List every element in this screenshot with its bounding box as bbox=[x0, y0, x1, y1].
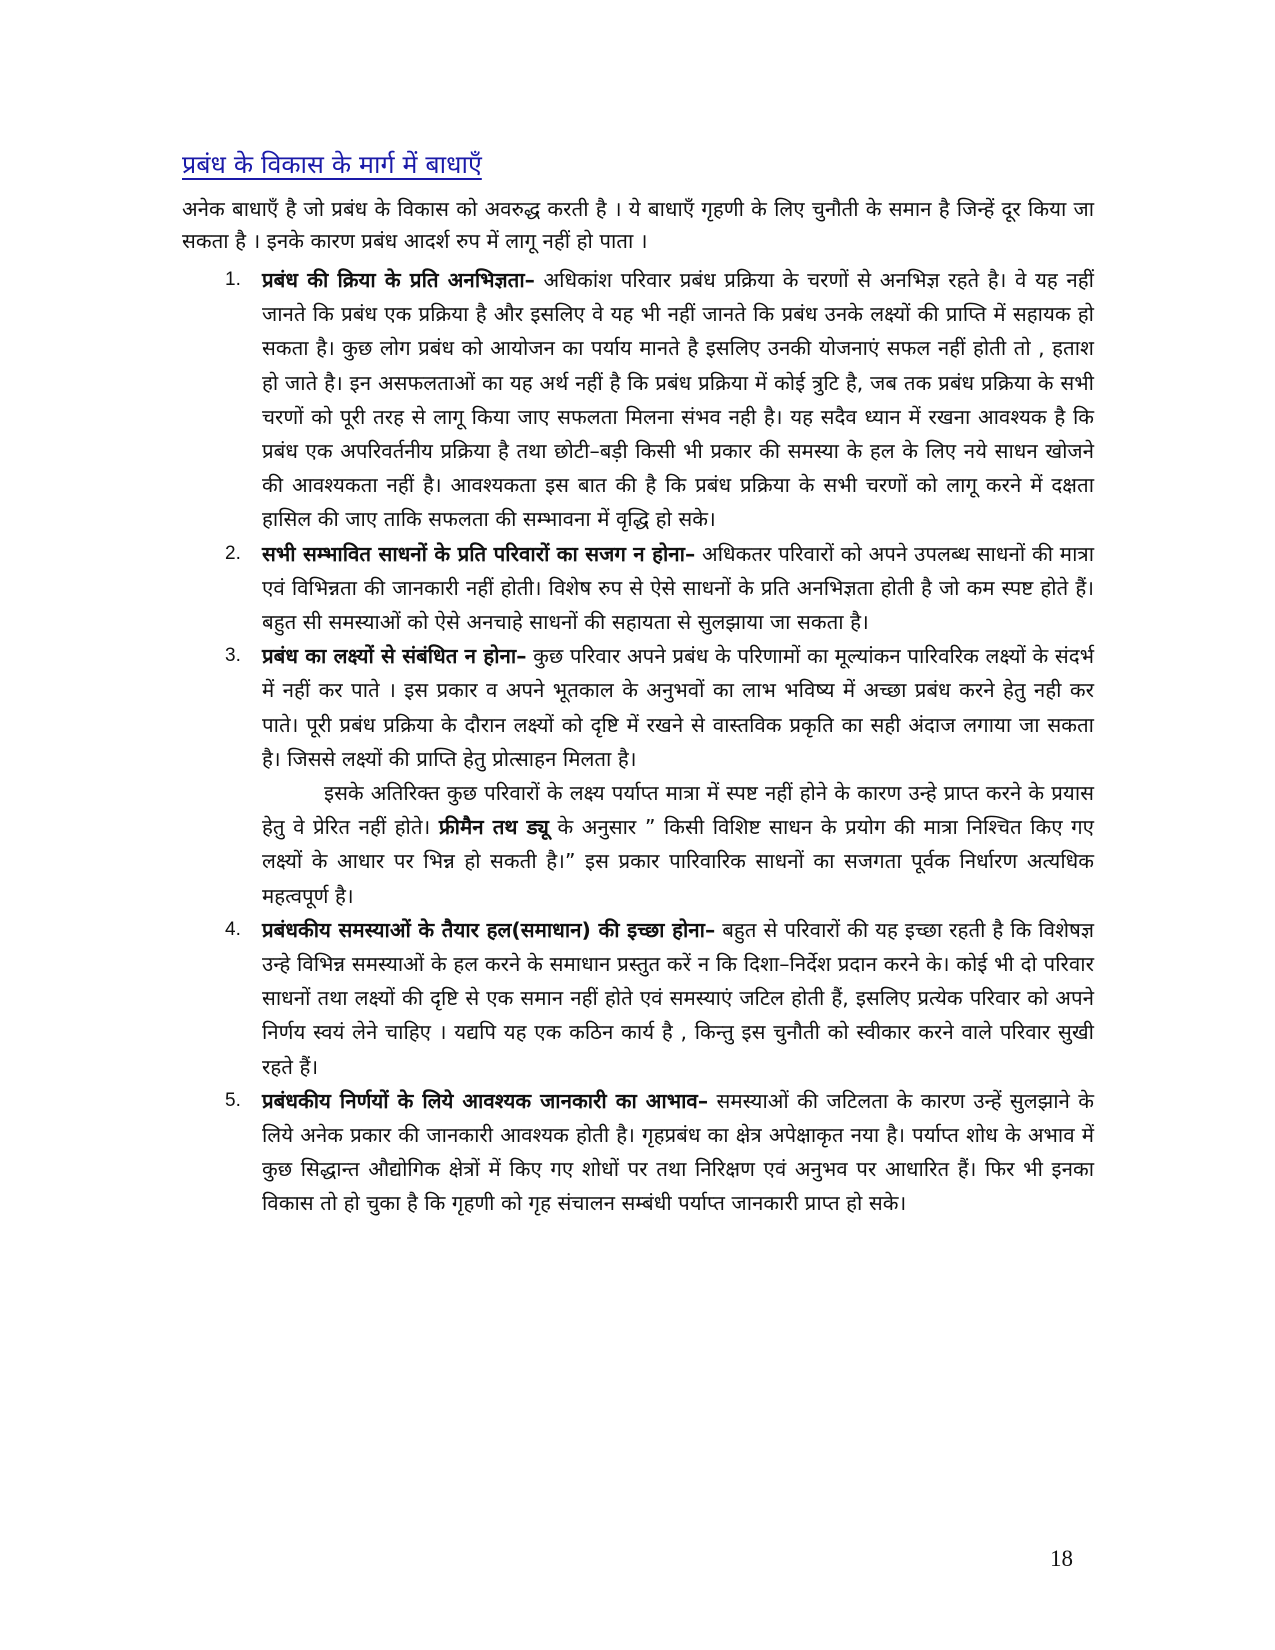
item-term: प्रबंधकीय निर्णयों के लिये आवश्यक जानकारी का आभाव– bbox=[262, 1088, 709, 1113]
item-term: सभी सम्भावित साधनों के प्रति परिवारों का सजग न होना– bbox=[262, 541, 696, 566]
extra-text-after: के अनुसार ” किसी विशिष्ट साधन के प्रयोग की मात्रा निश्चित किए गए लक्ष्यों के आधार पर भिन्न हो सकती है।” इस प्रकार पारिवारिक साधनों का सजगता पूर्वक निर्धारण अत्यधिक महत्वपूर्ण है। bbox=[262, 815, 1095, 908]
item-term: प्रबंध की क्रिया के प्रति अनभिज्ञता– bbox=[262, 268, 535, 292]
item-text: समस्याओं की जटिलता के कारण उन्हें सुलझाने के लिये अनेक प्रकार की जानकारी आवश्यक होती है। गृहप्रबंध का क्षेत्र अपेक्षाकृत नया है। पर्याप्त शोध के अभाव में कुछ सिद्धान्त औद्योगिक क्षेत्रों में किए गए शोधों पर तथा निरिक्षण एवं अनुभव पर आधारित हैं। फिर भी इनका विकास तो हो चुका है कि गृहणी को गृह संचालन सम्बंधी पर्याप्त जानकारी प्राप्त हो सके। bbox=[262, 1088, 1094, 1216]
extra-text-before: इसके अतिरिक्त कुछ परिवारों के लक्ष्य पर्याप्त मात्रा में स्पष्ट नहीं होने के कारण उन्हे प्राप्त करने के प्रयास हेतु वे प्रेरित नहीं होते। bbox=[262, 781, 1094, 840]
item-number: 3. bbox=[225, 645, 241, 667]
page-number: 18 bbox=[1050, 1546, 1073, 1571]
author-names: फ्रीमैन तथ ड्यू bbox=[438, 815, 549, 840]
item-extra-paragraph bbox=[262, 776, 1094, 913]
item-number: 1. bbox=[225, 269, 241, 290]
list-item bbox=[225, 1084, 1094, 1221]
item-number: 2. bbox=[225, 542, 241, 564]
list-item bbox=[225, 913, 1095, 1084]
item-text: बहुत से परिवारों की यह इच्छा रहती है कि विशेषज्ञ उन्हे विभिन्न समस्याओं के हल करने के समाधान प्रस्तुत करें न कि दिशा–निर्देश प्रदान करने के। कोई भी दो परिवार साधनों तथा लक्ष्यों की दृष्टि से एक समान नहीं होते एवं समस्याएं जटिल होती हैं, इसलिए प्रत्येक परिवार को अपने निर्णय स्वयं लेने चाहिए । यद्यपि यह एक कठिन कार्य है , किन्तु इस चुनौती को स्वीकार करने वाले परिवार सुखी रहते हैं। bbox=[262, 917, 1095, 1079]
item-text: कुछ परिवार अपने प्रबंध के परिणामों का मूल्यांकन पारिवरिक लक्ष्यों के संदर्भ में नहीं कर पाते । इस प्रकार व अपने भूतकाल के अनुभवों का लाभ भविष्य में अच्छा प्रबंध करने हेतु नही कर पाते। पूरी प्रबंध प्रक्रिया के दौरान लक्ष्यों को दृष्टि में रखने से वास्तविक प्रकृति का सही अंदाज लगाया जा सकता है। जिससे लक्ष्यों की प्राप्ति हेतु प्रोत्साहन मिलता है। bbox=[262, 644, 1095, 771]
item-text: अधिकांश परिवार प्रबंध प्रक्रिया के चरणों से अनभिज्ञ रहते है। वे यह नहीं जानते कि प्रबंध एक प्रक्रिया है और इसलिए वे यह भी नहीं जानते कि प्रबंध उनके लक्ष्यों की प्राप्ति में सहायक हो सकता है। कुछ लोग प्रबंध को आयोजन का पर्याय मानते है इसलिए उनकी योजनाएं सफल नहीं होती तो , हताश हो जाते है। इन असफलताओं का यह अर्थ नहीं है कि प्रबंध प्रक्रिया में कोई त्रुटि है, जब तक प्रबंध प्रक्रिया के सभी चरणों को पूरी तरह से लागू किया जाए सफलता मिलना संभव नही है। यह सदैव ध्यान में रखना आवश्यक है कि प्रबंध एक अपरिवर्तनीय प्रक्रिया है तथा छोटी–बड़ी किसी भी प्रकार की समस्या के हल के लिए नये साधन खोजने की आवश्यकता नहीं है। आवश्यकता इस बात की है कि प्रबंध प्रक्रिया के सभी चरणों को लागू करने में दक्षता हासिल की जाए ताकि सफलता की सम्भावना में वृद्धि हो सके। bbox=[262, 268, 1094, 532]
list-item bbox=[225, 639, 1095, 913]
item-text: अधिकतर परिवारों को अपने उपलब्ध साधनों की मात्रा एवं विभिन्नता की जानकारी नहीं होती। विशेष रुप से ऐसे साधनों के प्रति अनभिज्ञता होती है जो कम स्पष्ट होते हैं। बहुत सी समस्याओं को ऐसे अनचाहे साधनों की सहायता से सुलझाया जा सकता है। bbox=[262, 541, 1094, 635]
intro-paragraph: अनेक बाधाएँ है जो प्रबंध के विकास को अवरुद्ध करती है । ये बाधाएँ गृहणी के लिए चुनौती के समान है जिन्हें दूर किया जा सकता है । इनके कारण प्रबंध आदर्श रुप में लागू नहीं हो पाता । bbox=[182, 197, 1094, 253]
item-term: प्रबंध का लक्ष्यों से संबंधित न होना– bbox=[262, 644, 527, 669]
section-heading: प्रबंध के विकास के मार्ग में बाधाएँ bbox=[182, 150, 482, 179]
list-item bbox=[225, 537, 1094, 640]
obstacles-list bbox=[225, 263, 1095, 1221]
item-number: 4. bbox=[225, 918, 241, 940]
list-item bbox=[225, 263, 1094, 537]
item-number: 5. bbox=[225, 1089, 241, 1111]
item-term: प्रबंधकीय समस्याओं के तैयार हल(समाधान) की इच्छा होना– bbox=[262, 917, 716, 942]
